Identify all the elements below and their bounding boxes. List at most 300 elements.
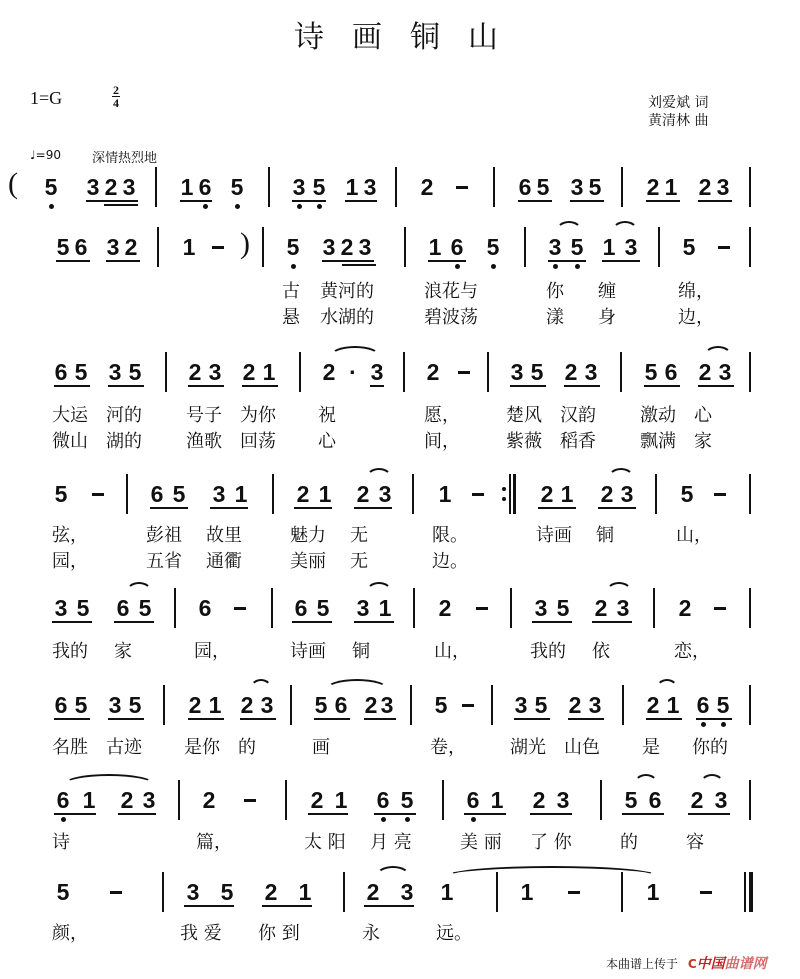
note: 1: [262, 359, 276, 385]
note: 3: [380, 692, 394, 718]
lyricist-credit: 刘爱斌 词: [648, 95, 709, 111]
eighth-beam: [86, 200, 138, 202]
slur-tie: [612, 221, 638, 231]
lyric-text: 悬: [282, 307, 300, 328]
lyric-text: 古: [282, 281, 300, 302]
note: 3: [378, 481, 392, 507]
lyric-text: 回荡: [240, 431, 276, 452]
note: 5: [56, 234, 70, 260]
eighth-beam: [518, 200, 552, 202]
barline: [442, 780, 444, 820]
lyric-text: 湖的: [106, 431, 142, 452]
note: 1: [664, 174, 678, 200]
eighth-beam: [308, 813, 348, 815]
sustain-dash: [714, 607, 726, 610]
final-barline-thin: [744, 872, 746, 912]
note: 5: [230, 174, 244, 200]
note: 1: [378, 595, 392, 621]
barline: [491, 685, 493, 725]
barline: [299, 352, 301, 392]
note: 5: [76, 595, 90, 621]
note: 3: [584, 359, 598, 385]
eighth-beam: [598, 507, 636, 509]
lyric-text: 边，: [678, 307, 714, 328]
lyric-text: 绵，: [678, 281, 714, 302]
lyric-text: 园，: [194, 641, 230, 662]
note: 3: [122, 174, 136, 200]
barline: [395, 167, 397, 207]
time-sig-bottom: 4: [113, 96, 119, 110]
eighth-beam: [188, 385, 224, 387]
barline: [162, 872, 164, 912]
lyric-text: 河的: [106, 405, 142, 426]
slur-tie: [656, 679, 678, 689]
note: 2: [600, 481, 614, 507]
note: 1: [345, 174, 359, 200]
slur-tie: [326, 679, 388, 689]
site-logo[interactable]: 中国曲谱网: [696, 956, 767, 972]
lyric-text: 你 到: [258, 923, 300, 944]
note: 1: [334, 787, 348, 813]
lyric-text: 是: [642, 737, 660, 758]
lyric-text: 心: [694, 405, 712, 426]
sixteenth-beam: [104, 204, 138, 206]
composer-credit: 黄清林 曲: [648, 113, 709, 129]
slur-tie: [376, 866, 410, 876]
barline: [285, 780, 287, 820]
lyric-text: 铜: [596, 525, 614, 546]
barline: [262, 227, 264, 267]
slur-tie: [64, 774, 154, 784]
eighth-beam: [602, 260, 640, 262]
barline: [178, 780, 180, 820]
lyric-text: 颜，: [52, 923, 88, 944]
note: 6: [150, 481, 164, 507]
barline: [487, 352, 489, 392]
barline: [653, 588, 655, 628]
lyric-text: 通衢: [206, 551, 242, 572]
note: 1: [666, 692, 680, 718]
note: 5: [680, 481, 694, 507]
note: 3: [370, 359, 384, 385]
note: 3: [142, 787, 156, 813]
lyric-text: 山色: [564, 737, 600, 758]
repeat-barline-thick: [513, 474, 516, 514]
barline: [343, 872, 345, 912]
lyric-text: 是你: [184, 737, 220, 758]
note: 5: [286, 234, 300, 260]
eighth-beam: [345, 200, 377, 202]
note: 6: [198, 595, 212, 621]
octave-dot-low: [721, 722, 726, 727]
octave-dot-low: [297, 204, 302, 209]
note: 3: [86, 174, 100, 200]
lyric-text: 铜: [352, 641, 370, 662]
barline: [272, 474, 274, 514]
octave-dot-low: [575, 264, 580, 269]
note: 2: [322, 359, 336, 385]
note: 2: [532, 787, 546, 813]
note: 5: [312, 174, 326, 200]
lyric-text: 彭祖: [146, 525, 182, 546]
lyric-text: 美丽: [290, 551, 326, 572]
note: 5: [74, 692, 88, 718]
note: 5: [644, 359, 658, 385]
barline: [749, 474, 751, 514]
slur-tie: [366, 582, 392, 592]
lyric-text: 弦，: [52, 525, 88, 546]
note: 2: [264, 879, 278, 905]
eighth-beam: [696, 718, 732, 720]
lyric-text: 愿，: [424, 405, 460, 426]
eighth-beam: [56, 260, 90, 262]
lyric-text: 家: [694, 431, 712, 452]
note: 5: [138, 595, 152, 621]
note: 3: [716, 174, 730, 200]
note: 6: [116, 595, 130, 621]
lyric-text: 碧波荡: [424, 307, 478, 328]
sustain-dash: [110, 891, 122, 894]
note: 5: [400, 787, 414, 813]
note: 5: [316, 595, 330, 621]
note: 1: [440, 879, 454, 905]
note: 2: [568, 692, 582, 718]
tempo-marking: ♩=90: [30, 148, 61, 162]
octave-dot-low: [455, 264, 460, 269]
lyric-text: 祝: [318, 405, 336, 426]
note: 6: [74, 234, 88, 260]
repeat-dot: [502, 487, 506, 491]
note: 3: [106, 234, 120, 260]
note: 5: [128, 359, 142, 385]
note: 1: [428, 234, 442, 260]
eighth-beam: [52, 621, 92, 623]
note: 1: [182, 234, 196, 260]
expression-marking: 深情热烈地: [92, 151, 158, 166]
sustain-dash: [568, 891, 580, 894]
note: 2: [540, 481, 554, 507]
note: 1: [298, 879, 312, 905]
octave-dot-low: [291, 264, 296, 269]
note: 2: [188, 359, 202, 385]
note: 2: [242, 359, 256, 385]
octave-dot-low: [61, 817, 66, 822]
note: 2: [202, 787, 216, 813]
note: 5: [486, 234, 500, 260]
note: 1: [560, 481, 574, 507]
note: 1: [438, 481, 452, 507]
eighth-beam: [514, 718, 550, 720]
lyric-text: 的: [238, 737, 256, 758]
barline: [600, 780, 602, 820]
note: 2: [364, 692, 378, 718]
barline: [510, 588, 512, 628]
lyric-text: 家: [114, 641, 132, 662]
note: 5: [624, 787, 638, 813]
slur-tie: [704, 346, 732, 356]
eighth-beam: [464, 813, 506, 815]
lyric-text: 限。: [432, 525, 468, 546]
note: 6: [696, 692, 710, 718]
note: 3: [514, 692, 528, 718]
lyric-text: 月 亮: [370, 832, 412, 853]
lyric-text: 浪花与: [424, 281, 478, 302]
octave-dot-low: [203, 204, 208, 209]
eighth-beam: [188, 718, 224, 720]
prelude-paren: ): [240, 227, 250, 260]
barline: [655, 474, 657, 514]
slur-tie: [126, 582, 152, 592]
lyric-text: 无: [350, 551, 368, 572]
lyric-text: 篇，: [196, 832, 232, 853]
eighth-beam: [646, 200, 680, 202]
eighth-beam: [698, 385, 734, 387]
barline: [749, 352, 751, 392]
lyric-text: 黄河的: [320, 281, 374, 302]
note: 2: [594, 595, 608, 621]
note: 6: [54, 692, 68, 718]
eighth-beam: [370, 385, 384, 387]
lyric-text: 园，: [52, 551, 88, 572]
sustain-dash: [472, 493, 484, 496]
note: 2: [104, 174, 118, 200]
lyric-text: 魅力: [290, 525, 326, 546]
note: 3: [570, 174, 584, 200]
barline: [524, 227, 526, 267]
note: 3: [322, 234, 336, 260]
repeat-barline-thin: [509, 474, 511, 514]
eighth-beam: [54, 718, 90, 720]
site-logo-icon: C: [687, 957, 697, 971]
octave-dot-low: [553, 264, 558, 269]
note: 5: [570, 234, 584, 260]
note: 6: [54, 359, 68, 385]
barline: [412, 474, 414, 514]
lyric-text: 无: [350, 525, 368, 546]
lyric-text: 画: [312, 737, 330, 758]
lyric-text: 诗画: [290, 641, 326, 662]
note: 3: [714, 787, 728, 813]
note: 6: [56, 787, 70, 813]
eighth-beam: [364, 905, 414, 907]
note: 1: [520, 879, 534, 905]
lyric-text: 依: [592, 641, 610, 662]
note: 3: [54, 595, 68, 621]
eighth-beam: [314, 718, 350, 720]
note: 6: [664, 359, 678, 385]
note: 6: [376, 787, 390, 813]
eighth-beam: [292, 200, 326, 202]
note: 6: [648, 787, 662, 813]
note: 5: [44, 174, 58, 200]
note: 5: [128, 692, 142, 718]
note: 5: [56, 879, 70, 905]
note: 5: [54, 481, 68, 507]
lyric-text: 漾: [546, 307, 564, 328]
lyric-text: 楚风: [506, 405, 542, 426]
lyric-text: 诗画: [536, 525, 572, 546]
prelude-paren: (: [8, 167, 18, 200]
slur-tie: [608, 468, 634, 478]
note: 2: [698, 174, 712, 200]
barline: [404, 227, 406, 267]
lyric-text: 间，: [424, 431, 460, 452]
octave-dot-low: [471, 817, 476, 822]
eighth-beam: [688, 813, 730, 815]
note: 3: [588, 692, 602, 718]
note: 5: [588, 174, 602, 200]
lyric-text: 我的: [52, 641, 88, 662]
note: 3: [510, 359, 524, 385]
note: 3: [620, 481, 634, 507]
barline: [749, 780, 751, 820]
note: 1: [602, 234, 616, 260]
note: 1: [646, 879, 660, 905]
barline: [621, 872, 623, 912]
lyric-text: 汉韵: [560, 405, 596, 426]
eighth-beam: [184, 905, 234, 907]
slur-tie: [446, 866, 658, 876]
note: 1: [318, 481, 332, 507]
slur-tie: [250, 679, 272, 689]
note: 3: [363, 174, 377, 200]
note: 1: [82, 787, 96, 813]
barline: [658, 227, 660, 267]
barline: [174, 588, 176, 628]
note: 6: [334, 692, 348, 718]
note: 5: [536, 174, 550, 200]
lyric-text: 我的: [530, 641, 566, 662]
note: 3: [556, 787, 570, 813]
note: 1: [180, 174, 194, 200]
barline: [157, 227, 159, 267]
note: 5: [534, 692, 548, 718]
sustain-dash: [244, 799, 256, 802]
note: 3: [358, 234, 372, 260]
eighth-beam: [114, 621, 154, 623]
lyric-text: 的: [620, 832, 638, 853]
eighth-beam: [698, 200, 732, 202]
sustain-dash: [714, 493, 726, 496]
eighth-beam: [428, 260, 466, 262]
lyric-text: 卷，: [430, 737, 466, 758]
note: 5: [434, 692, 448, 718]
sustain-dash: [718, 246, 730, 249]
octave-dot-low: [491, 264, 496, 269]
eighth-beam: [354, 621, 394, 623]
eighth-beam: [364, 718, 396, 720]
eighth-beam: [108, 718, 144, 720]
lyric-text: 缠: [598, 281, 616, 302]
note: 2: [120, 787, 134, 813]
note: 3: [534, 595, 548, 621]
barline: [620, 352, 622, 392]
eighth-beam: [118, 813, 156, 815]
note: ·: [349, 359, 357, 385]
note: 3: [718, 359, 732, 385]
barline: [410, 685, 412, 725]
lyric-text: 山，: [676, 525, 712, 546]
lyric-text: 古迹: [106, 737, 142, 758]
eighth-beam: [646, 718, 682, 720]
eighth-beam: [262, 905, 312, 907]
barline: [403, 352, 405, 392]
eighth-beam: [292, 621, 332, 623]
sustain-dash: [92, 493, 104, 496]
note: 5: [74, 359, 88, 385]
barline: [622, 685, 624, 725]
octave-dot-low: [49, 204, 54, 209]
note: 3: [624, 234, 638, 260]
lyric-text: 稻香: [560, 431, 596, 452]
lyric-text: 远。: [436, 923, 472, 944]
note: 5: [220, 879, 234, 905]
eighth-beam: [106, 260, 140, 262]
sustain-dash: [234, 607, 246, 610]
note: 2: [240, 692, 254, 718]
note: 2: [310, 787, 324, 813]
lyric-text: 山，: [434, 641, 470, 662]
sustain-dash: [212, 246, 224, 249]
lyric-text: 容: [686, 832, 704, 853]
sustain-dash: [462, 704, 474, 707]
eighth-beam: [108, 385, 144, 387]
slur-tie: [634, 774, 658, 784]
note: 3: [260, 692, 274, 718]
final-barline-thick: [749, 872, 753, 912]
barline: [493, 167, 495, 207]
eighth-beam: [150, 507, 188, 509]
barline: [163, 685, 165, 725]
lyric-text: 湖光: [510, 737, 546, 758]
eighth-beam: [532, 621, 572, 623]
sustain-dash: [456, 186, 468, 189]
key-signature: 1=G: [30, 88, 63, 108]
eighth-beam: [54, 813, 96, 815]
eighth-beam: [242, 385, 278, 387]
note: 2: [426, 359, 440, 385]
note: 2: [366, 879, 380, 905]
eighth-beam: [538, 507, 576, 509]
lyric-text: 你的: [692, 737, 728, 758]
lyric-text: 边。: [432, 551, 468, 572]
note: 2: [646, 692, 660, 718]
lyric-text: 太 阳: [304, 832, 346, 853]
sustain-dash: [458, 371, 470, 374]
barline: [621, 167, 623, 207]
lyric-text: 微山: [52, 431, 88, 452]
octave-dot-low: [701, 722, 706, 727]
note: 5: [716, 692, 730, 718]
note: 3: [400, 879, 414, 905]
slur-tie: [606, 582, 632, 592]
lyric-text: 身: [598, 307, 616, 328]
barline: [290, 685, 292, 725]
note: 2: [420, 174, 434, 200]
octave-dot-low: [381, 817, 386, 822]
note: 6: [518, 174, 532, 200]
note: 2: [646, 174, 660, 200]
sustain-dash: [700, 891, 712, 894]
note: 2: [564, 359, 578, 385]
lyric-text: 渔歌: [186, 431, 222, 452]
note: 2: [296, 481, 310, 507]
eighth-beam: [548, 260, 586, 262]
note: 2: [678, 595, 692, 621]
eighth-beam: [592, 621, 632, 623]
slur-tie: [700, 774, 724, 784]
lyric-text: 大运: [52, 405, 88, 426]
